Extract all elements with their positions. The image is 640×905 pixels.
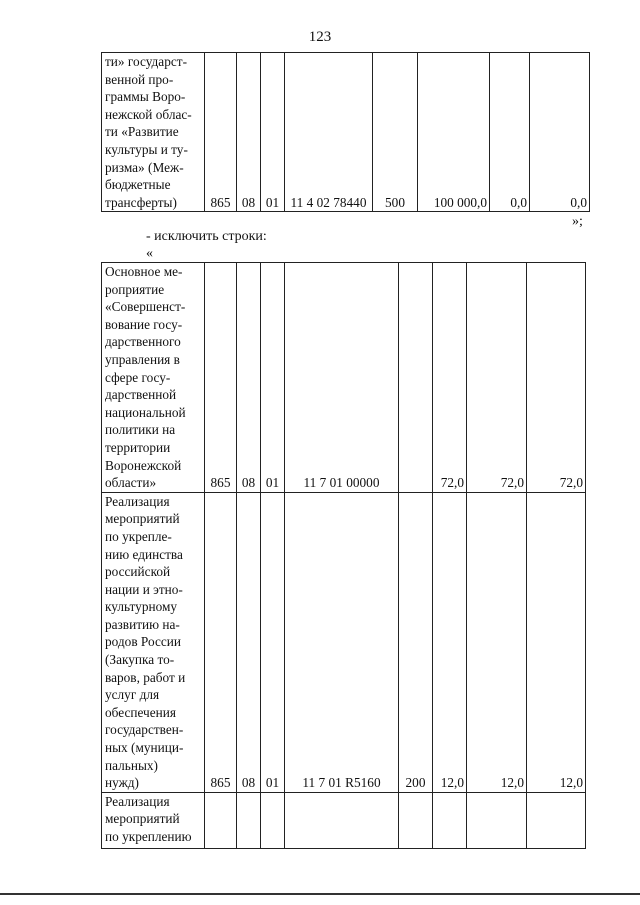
expense-type-cell: 500 — [373, 53, 418, 212]
section-cell: 08 — [237, 492, 261, 792]
target-article-cell — [285, 792, 399, 848]
value-cell-1: 12,0 — [433, 492, 467, 792]
expense-type-cell: 200 — [399, 492, 433, 792]
subsection-cell — [261, 792, 285, 848]
row-name-cell: Реализация мероприятий по укреплению — [102, 792, 205, 848]
value-cell-1: 100 000,0 — [418, 53, 490, 212]
subsection-cell: 01 — [261, 492, 285, 792]
subsection-cell: 01 — [261, 263, 285, 493]
section-cell: 08 — [237, 263, 261, 493]
value-cell-2: 0,0 — [490, 53, 530, 212]
exclude-rows-text: - исключить строки: — [146, 229, 267, 244]
table-row — [102, 492, 586, 792]
value-cell-3: 72,0 — [527, 263, 586, 493]
code-cell — [205, 792, 237, 848]
value-cell-1: 72,0 — [433, 263, 467, 493]
table-row — [102, 53, 590, 212]
section-cell — [237, 792, 261, 848]
value-cell-2 — [467, 792, 527, 848]
target-article-cell: 11 4 02 78440 — [285, 53, 373, 212]
value-cell-3: 12,0 — [527, 492, 586, 792]
page-number: 123 — [308, 29, 332, 45]
target-article-cell: 11 7 01 00000 — [285, 263, 399, 493]
row-name-cell: ти» государст- венной про- граммы Воро- нежской облас- ти «Развитие культуры и ту- ризма» (Меж- бюджетные трансферты) — [102, 53, 205, 212]
section-cell: 08 — [237, 53, 261, 212]
row-name-cell: Основное ме- роприятие «Совершенст- вование госу- дарственного управления в сфере госу- дарственной национальной политики на территории Воронежской области» — [102, 263, 205, 493]
subsection-cell: 01 — [261, 53, 285, 212]
target-article-cell: 11 7 01 R5160 — [285, 492, 399, 792]
budget-table-top — [101, 52, 590, 212]
footer-divider — [0, 893, 640, 895]
value-cell-2: 72,0 — [467, 263, 527, 493]
opening-quote: « — [146, 246, 153, 261]
value-cell-3 — [527, 792, 586, 848]
expense-type-cell — [399, 263, 433, 493]
budget-table-bottom — [101, 262, 586, 849]
code-cell: 865 — [205, 492, 237, 792]
table-row — [102, 792, 586, 848]
value-cell-3: 0,0 — [530, 53, 590, 212]
code-cell: 865 — [205, 263, 237, 493]
value-cell-1 — [433, 792, 467, 848]
value-cell-2: 12,0 — [467, 492, 527, 792]
table-row — [102, 263, 586, 493]
closing-quote: »; — [572, 214, 583, 229]
expense-type-cell — [399, 792, 433, 848]
row-name-cell: Реализация мероприятий по укрепле- нию единства российской нации и этно- культурному развитию на- родов России (Закупка то- варов, работ и услуг для обеспечения государствен- ных (муници- пальных) нужд) — [102, 492, 205, 792]
code-cell: 865 — [205, 53, 237, 212]
